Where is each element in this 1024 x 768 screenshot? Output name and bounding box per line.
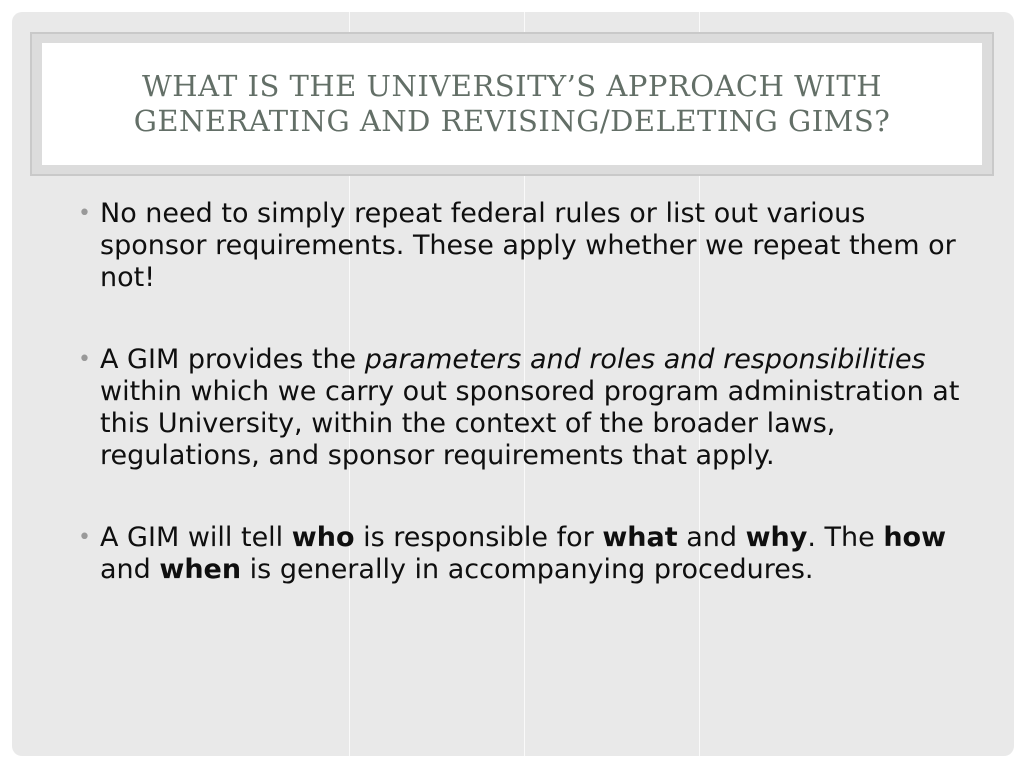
bullet-text: [100, 344, 959, 471]
bullet-marker: •: [78, 347, 91, 372]
bullet-emphasis-bold: why: [745, 522, 808, 553]
bullet-item: [72, 198, 962, 294]
bullet-emphasis-bold: who: [291, 522, 355, 553]
title-frame: [30, 32, 994, 176]
title-box: [42, 43, 982, 165]
bullet-text: [100, 198, 956, 293]
bullet-emphasis-bold: how: [883, 522, 947, 553]
bullet-marker: •: [78, 201, 91, 226]
bullet-item: [72, 344, 962, 472]
bullet-list: [72, 198, 962, 636]
slide: [12, 12, 1014, 756]
bullet-text-run: is responsible for: [354, 522, 603, 553]
bullet-text-run: within which we carry out sponsored program administration at this University, within the context of the broader laws, regulations, and sponsor requirements that apply.: [100, 376, 960, 471]
bullet-text-run: . The: [807, 522, 884, 553]
bullet-emphasis-bold: what: [602, 522, 678, 553]
bullet-emphasis-italic: parameters and roles and responsibilities: [364, 344, 926, 375]
bullet-text: [100, 522, 946, 585]
bullet-text-run: and: [100, 554, 160, 585]
bullet-marker: •: [78, 525, 91, 550]
bullet-text-run: is generally in accompanying procedures.: [241, 554, 814, 585]
bullet-text-run: No need to simply repeat federal rules or list out various sponsor requirements. These apply whether we repeat them or not!: [100, 198, 956, 293]
bullet-text-run: and: [677, 522, 746, 553]
bullet-item: [72, 522, 962, 586]
bullet-emphasis-bold: when: [159, 554, 242, 585]
bullet-text-run: A GIM will tell: [100, 522, 292, 553]
slide-title: WHAT IS THE UNIVERSITY’S APPROACH WITH GENERATING AND REVISING/DELETING GIMS?: [133, 69, 891, 138]
bullet-text-run: A GIM provides the: [100, 344, 365, 375]
